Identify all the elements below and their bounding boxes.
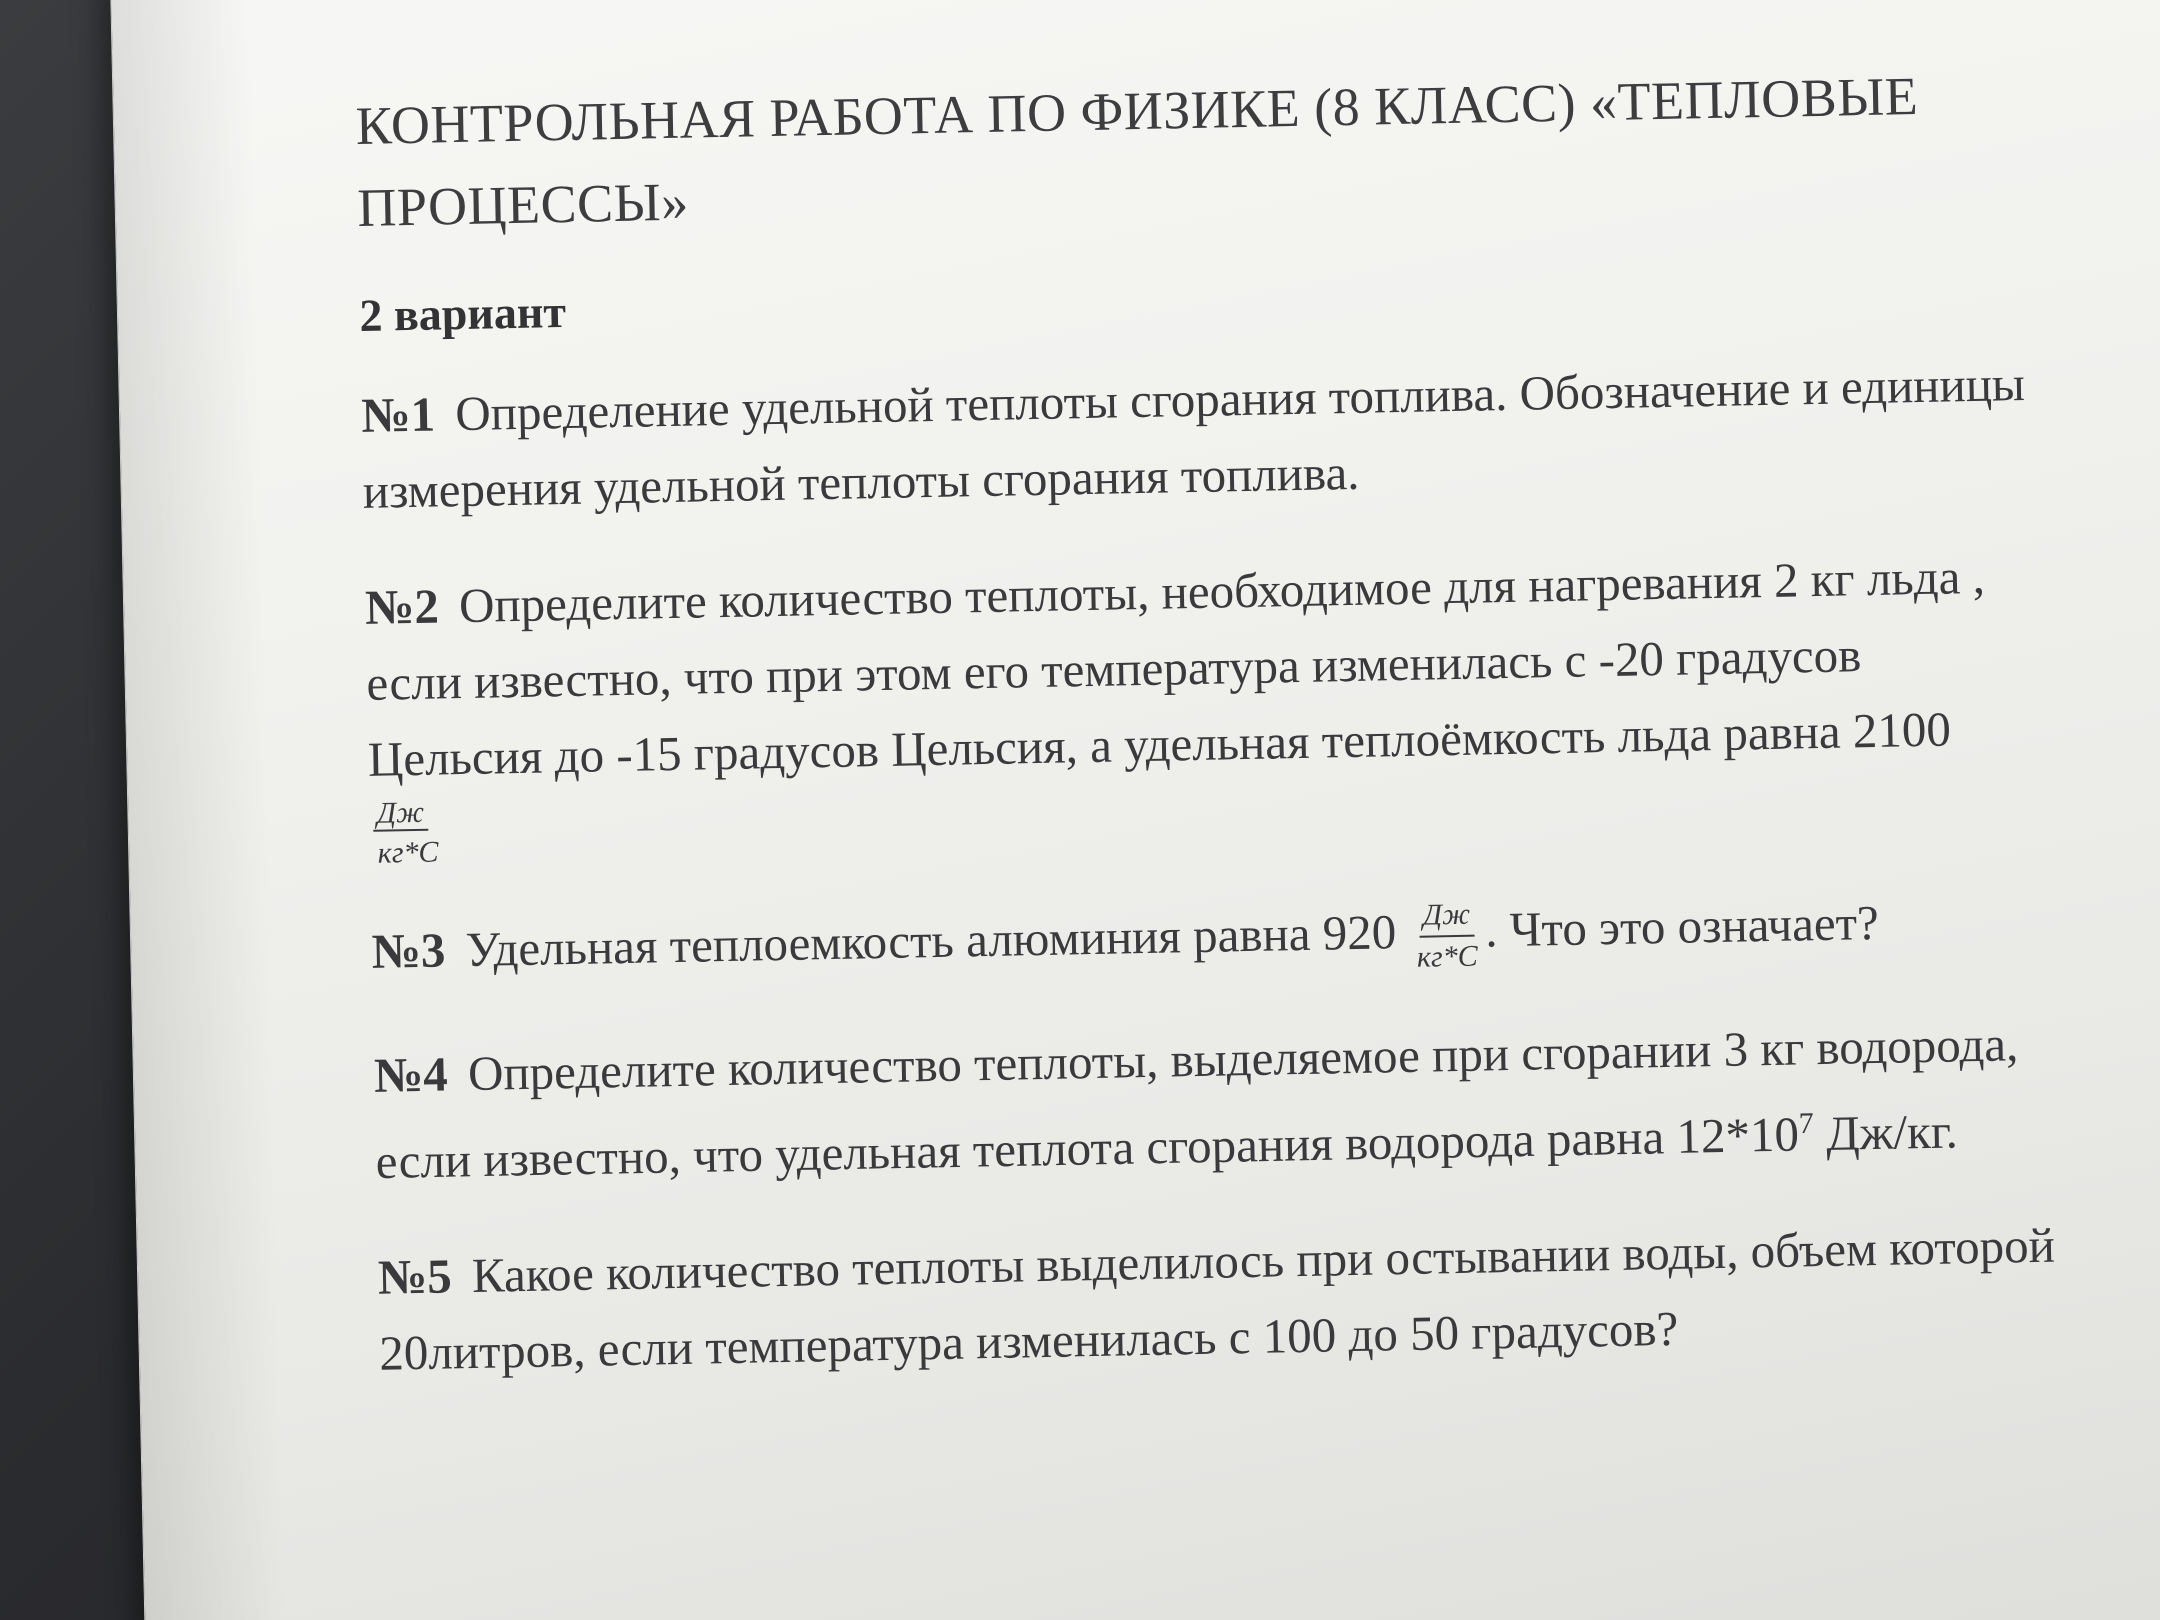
value-exponent: 7: [1798, 1106, 1815, 1141]
task-number: №4: [373, 1046, 449, 1103]
unit-denominator: кг*С: [1416, 939, 1478, 974]
task-3: [371, 882, 2052, 998]
task-value: [1676, 1104, 1958, 1164]
unit-numerator: Дж: [373, 796, 429, 832]
worksheet: [355, 53, 2061, 1432]
unit-numerator: Дж: [1419, 894, 1475, 937]
value-unit: Дж/кг.: [1813, 1103, 1959, 1162]
task-5: [377, 1208, 2060, 1392]
variant-label: 2 вариант: [358, 285, 567, 341]
unit-fraction: [1412, 894, 1482, 977]
task-4: [373, 1005, 2056, 1200]
unit-fraction: [373, 792, 465, 874]
task-text: Удельная теплоемкость алюминия равна 920: [465, 904, 1397, 978]
task-number: №1: [360, 386, 436, 443]
value-base: 12*10: [1675, 1106, 1800, 1164]
task-2: [364, 538, 2050, 874]
task-text: Определите количество теплоты, необходимое для нагревания 2 кг льда , если известно, что при этом его температура изменилась с -20 градусов Цельсия до -15 градусов Цельсия, а удельная теплоёмкость льда равна 2100: [365, 548, 1986, 787]
paper-shadow: [111, 0, 287, 1620]
task-number: №5: [377, 1248, 453, 1305]
task-text: Какое количество теплоты выделилось при остывании воды, объем которой 20литров, если температура изменилась с 100 до 50 градусов?: [378, 1217, 2056, 1381]
task-number: №2: [364, 578, 440, 635]
unit-denominator: кг*С: [377, 835, 439, 870]
task-text: Определите количество теплоты, выделяемое при сгорании 3 кг водорода, если известно, что удельная теплота сгорания водорода равна: [375, 1016, 2019, 1189]
task-1: [361, 346, 2044, 530]
task-text-end: . Что это означает?: [1484, 894, 1880, 958]
worksheet-title: КОНТРОЛЬНАЯ РАБОТА ПО ФИЗИКЕ (8 КЛАСС) «ТЕПЛОВЫЕ ПРОЦЕССЫ»: [355, 65, 1919, 238]
task-text: Определение удельной теплоты сгорания топлива. Обозначение и единицы измерения удельной теплоты сгорания топлива.: [362, 356, 2026, 519]
task-number: №3: [371, 922, 446, 979]
